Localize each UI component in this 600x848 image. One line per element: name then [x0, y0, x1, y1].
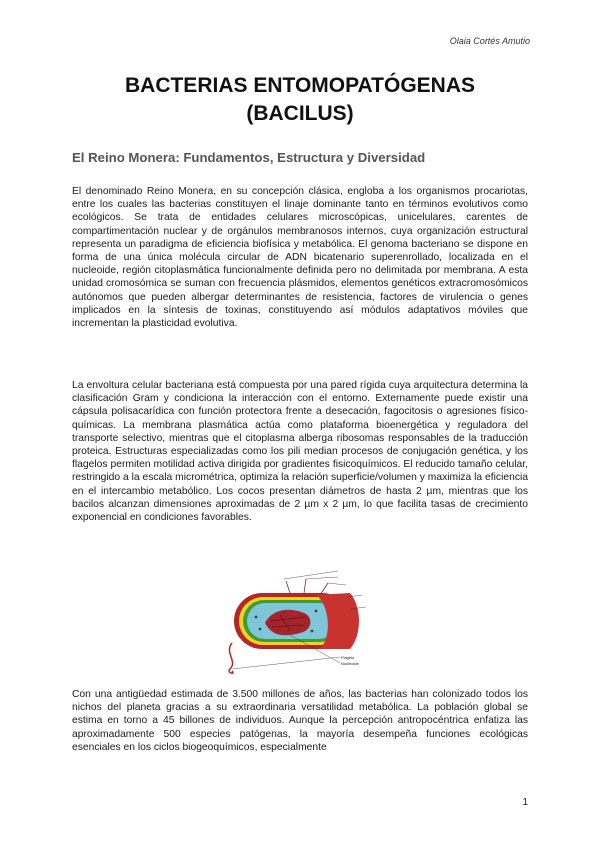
title-line-1: BACTERIAS ENTOMOPATÓGENAS — [124, 74, 476, 97]
ribosome — [255, 616, 258, 619]
bacterium-diagram — [220, 565, 380, 675]
label-nucleoid: Nucleoide — [341, 661, 359, 666]
ribosome — [311, 630, 314, 633]
paragraph-2: La envoltura celular bacteriana está compuesta por una pared rígida cuya arquitectura determina la clasificación Gram y condiciona la interacción con el entorno. Externamente puede existir una cápsula polisacarídica con función protectora frente a desecación, fagocitosis o agresiones físico-químicas. La membrana plasmática actúa como plataforma bioenergética y reguladora del transporte selectivo, mientras que el citoplasma alberga ribosomas responsables de la traducción proteica. Estructuras especializadas como los pili median procesos de conjugación genética, y los flagelos permiten motilidad activa dirigida por gradientes fisicoquímicos. El reducido tamaño celular, restringido a la escala micrométrica, optimiza la relación superficie/volumen y maximiza la eficiencia en el intercambio metabólico. Los cocos presentan diámetros de hasta 2 µm, mientras que los bacilos alcanzan dimensiones aproximadas de 2 µm x 2 µm, lo que facilita tasas de crecimiento exponencial en condiciones favorables. — [72, 380, 528, 524]
label-flagellum: Flagelo — [341, 655, 355, 660]
ribosome — [259, 628, 262, 631]
bacterium-illustration — [220, 565, 380, 675]
ribosome — [315, 610, 318, 613]
section-subtitle: El Reino Monera: Fundamentos, Estructura y Diversidad — [72, 150, 426, 165]
pilus — [286, 579, 328, 595]
title-line-2: (BACILUS) — [246, 102, 354, 125]
flagellum — [229, 643, 233, 673]
paragraph-1: El denominado Reino Monera, en su concepción clásica, engloba a los organismos procariotas, entre los cuales las bacterias constituyen el linaje dominante tanto en términos evolutivos como ecológicos. Se trata de entidades celulares microscópicas, unicelulares, carentes de compartimentación nuclear y de orgánulos membranosos internos, cuya organización estructural representa un paradigma de eficiencia biofísica y metabólica. El genoma bacteriano se dispone en forma de una única molécula circular de ADN bicatenario superenrollado, localizada en el nucleoide, región citoplasmática funcionalmente definida pero no delimitada por membrana. A esta unidad cromosómica se suman con frecuencia plásmidos, elementos genéticos extracromosómicos autónomos que pueden albergar determinantes de resistencia, factores de virulencia o genes implicados en la síntesis de toxinas, constituyendo así módulos adaptativos móviles que incrementan la plasticidad evolutiva. — [72, 186, 528, 330]
document-title — [60, 72, 540, 128]
author-header: Olaia Cortés Amutio — [449, 36, 530, 46]
paragraph-3: Con una antigüedad estimada de 3.500 millones de años, las bacterias han colonizado todos los nichos del planeta gracias a su extraordinaria versatilidad metabólica. La población global se estima en torno a 45 billones de individuos. Aunque la percepción antropocéntrica enfatiza las aproximadamente 500 especies patógenas, la mayoría desempeña funciones ecológicas esenciales en los ciclos biogeoquímicos, especialmente — [72, 689, 528, 753]
page-number: 1 — [522, 797, 528, 808]
